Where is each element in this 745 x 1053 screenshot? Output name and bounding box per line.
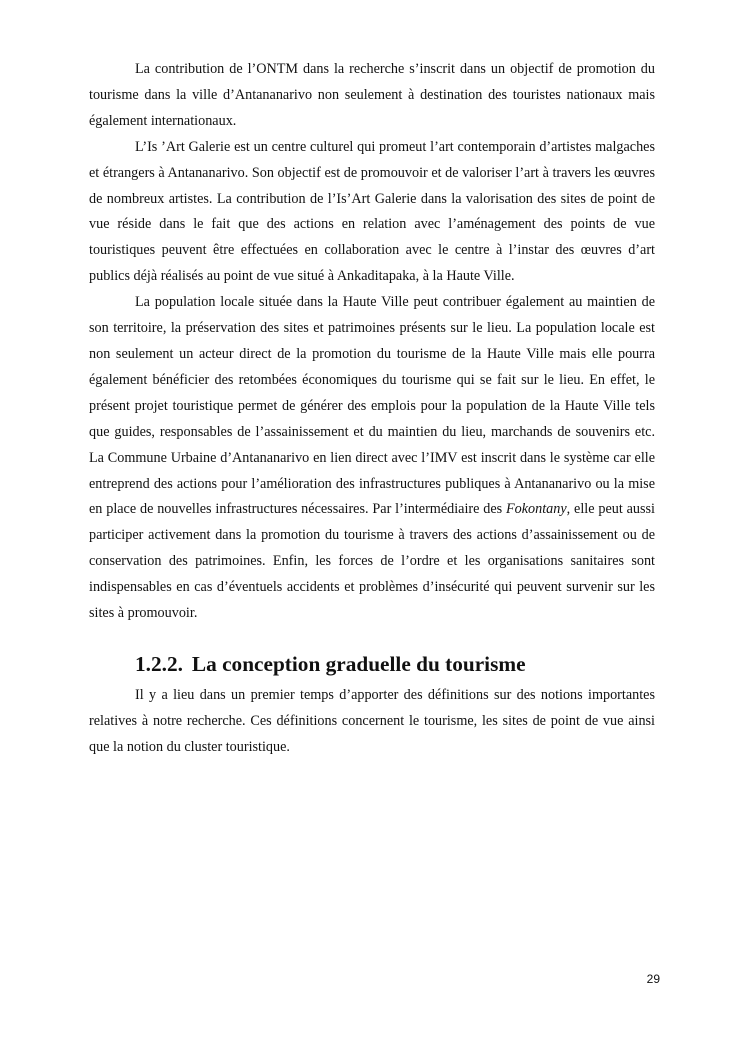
section-number: 1.2.2. (135, 651, 183, 676)
population-text-end: , elle peut aussi participer activement dans la promotion du tourisme à travers des actions d’assainissement ou de conservation des patrimoines. Enfin, les forces de l’ordre et les organisations sanitaires sont indispensables en cas d’éventuels accidents et problèmes d’insécurité qui peuvent survenir sur les sites à promouvoir. (89, 501, 655, 622)
fokontany-italic-term: Fokontany (506, 501, 567, 518)
paragraph-definitions: Il y a lieu dans un premier temps d’apporter des définitions sur des notions importantes relatives à notre recherche. Ces définitions concernent le tourisme, les sites de point de vue ainsi que la notion du cluster touristique. (89, 686, 655, 755)
paragraph-population-locale (89, 290, 655, 627)
section-heading (89, 627, 655, 683)
section-title: La conception graduelle du tourisme (191, 651, 526, 676)
paragraph-ontm: La contribution de l’ONTM dans la recherche s’inscrit dans un objectif de promotion du tourisme dans la ville d’Antananarivo non seulement à destination des touristes nationaux mais également internationaux. (89, 61, 655, 129)
page-body (89, 57, 655, 761)
paragraph-isart-galerie: L’Is ’Art Galerie est un centre culturel qui promeut l’art contemporain d’artistes malgaches et étrangers à Antananarivo. Son objectif est de promouvoir et de valoriser l’art à travers les œuvres de nombreux artistes. La contribution de l’Is’Art Galerie dans la valorisation des sites de point de vue réside dans le fait que des actions en relation avec l’aménagement des points de vue touristiques peuvent être effectuées en collaboration avec le centre à l’instar des œuvres d’art publics déjà réalisés au point de vue situé à Ankaditapaka, à la Haute Ville. (89, 138, 655, 285)
population-text-start: La population locale située dans la Haute Ville peut contribuer également au maintien de son territoire, la préservation des sites et patrimoines présents sur le lieu. La population locale est non seulement un acteur direct de la promotion du tourisme de la Haute Ville mais elle pourra également bénéficier des retombées économiques du tourisme qui se fait sur le lieu. En effet, le présent projet touristique permet de générer des emplois pour la population de la Haute Ville tels que guides, responsables de l’assainissement et du maintien du lieu, marchands de souvenirs etc. La Commune Urbaine d’Antananarivo en lien direct avec l’IMV est inscrit dans le système car elle entreprend des actions pour l’amélioration des infrastructures publiques à Antananarivo ou la mise en place de nouvelles infrastructures nécessaires. Par l’intermédiaire des (89, 294, 655, 518)
page-number: 29 (646, 972, 660, 986)
